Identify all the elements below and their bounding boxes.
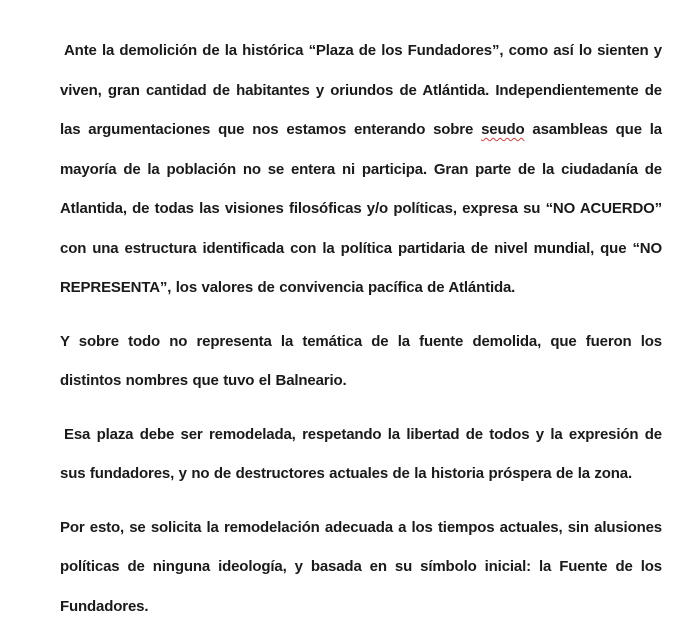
paragraph-request-remodel: Por esto, se solicita la remodelación adecuada a los tiempos actuales, sin alusiones políticas de ninguna ideología, y basada en su símbolo inicial: la Fuente de los Fundadores.	[60, 518, 662, 615]
paragraph-plaza-demolition	[60, 31, 662, 308]
paragraph-remodel-plaza: Esa plaza debe ser remodelada, respetando la libertad de todos y la expresión de sus fundadores, y no de destructores actuales de la historia próspera de la zona.	[60, 425, 662, 482]
spellcheck-flagged-word[interactable]: seudo	[481, 121, 525, 138]
paragraph-1-text-before: Ante la demolición de la histórica “Plaza de los Fundadores”, como así lo sienten y viven, gran cantidad de habitantes y oriundos de Atlántida. Independientemente de las argumentaciones que nos estamos enterando sobre	[60, 42, 662, 138]
paragraph-1-text-after: asambleas que la mayoría de la población no se entera ni participa. Gran parte de la ciudadanía de Atlantida, de todas las visiones filosóficas y/o políticas, expresa su “NO ACUERDO” con una estructura identificada con la política partidaria de nivel mundial, que “NO REPRESENTA”, los valores de convivencia pacífica de Atlántida.	[60, 121, 662, 296]
paragraph-fountain-theme: Y sobre todo no representa la temática de la fuente demolida, que fueron los distintos nombres que tuvo el Balneario.	[60, 332, 662, 389]
